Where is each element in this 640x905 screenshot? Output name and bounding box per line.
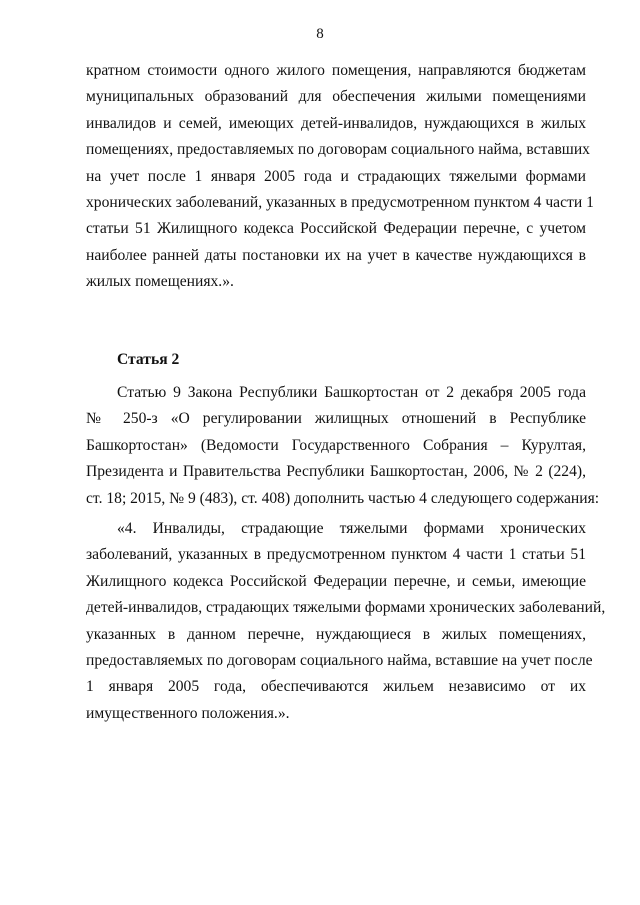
page-number: 8 xyxy=(316,26,324,42)
paragraph-line: Жилищного кодекса Российской Федерации перечне, и семьи, имеющие xyxy=(86,572,586,590)
paragraph-line: заболеваний, указанных в предусмотренном пунктом 4 части 1 статьи 51 xyxy=(86,546,586,564)
paragraph-line: 1 января 2005 года, обеспечиваются жильем независимо от их xyxy=(86,678,586,696)
paragraph-line: статьи 51 Жилищного кодекса Российской Федерации перечне, с учетом xyxy=(86,220,586,238)
paragraph-line: предоставляемых по договорам социального найма, вставшие на учет после xyxy=(86,651,593,669)
paragraph-line: инвалидов и семей, имеющих детей-инвалидов, нуждающихся в жилых xyxy=(86,114,586,132)
article-2-amendment-text xyxy=(86,516,606,727)
paragraph-line: наиболее ранней даты постановки их на учет в качестве нуждающихся в xyxy=(86,246,586,264)
paragraph-line: Статью 9 Закона Республики Башкортостан от 2 декабря 2005 года xyxy=(117,384,586,401)
paragraph-line: жилых помещениях.». xyxy=(86,273,234,291)
paragraph-line: «4. Инвалиды, страдающие тяжелыми формами хронических xyxy=(117,520,586,537)
paragraph-line: ст. 18; 2015, № 9 (483), ст. 408) дополнить частью 4 следующего содержания: xyxy=(86,489,600,507)
paragraph-line: имущественного положения.». xyxy=(86,704,290,722)
paragraph-line: Президента и Правительства Республики Башкортостан, 2006, № 2 (224), xyxy=(86,463,586,481)
paragraph-line: детей-инвалидов, страдающих тяжелыми формами хронических заболеваний, xyxy=(86,599,606,617)
paragraph-line: Башкортостан» (Ведомости Государственного Собрания – Курултая, xyxy=(86,436,586,454)
paragraph-line: хронических заболеваний, указанных в предусмотренном пунктом 4 части 1 xyxy=(86,193,594,211)
article-2-intro xyxy=(86,380,600,512)
paragraph-continuation xyxy=(86,58,594,296)
paragraph-line: муниципальных образований для обеспечения жилыми помещениями xyxy=(86,88,586,106)
paragraph-line: указанных в данном перечне, нуждающиеся в жилых помещениях, xyxy=(86,625,586,643)
article-heading: Статья 2 xyxy=(117,351,180,368)
paragraph-line: на учет после 1 января 2005 года и страдающих тяжелыми формами xyxy=(86,167,586,185)
paragraph-line: кратном стоимости одного жилого помещения, направляются бюджетам xyxy=(86,62,586,79)
paragraph-line: № 250-з «О регулировании жилищных отношений в Республике xyxy=(86,410,586,428)
paragraph-line: помещениях, предоставляемых по договорам социального найма, вставших xyxy=(86,141,590,159)
